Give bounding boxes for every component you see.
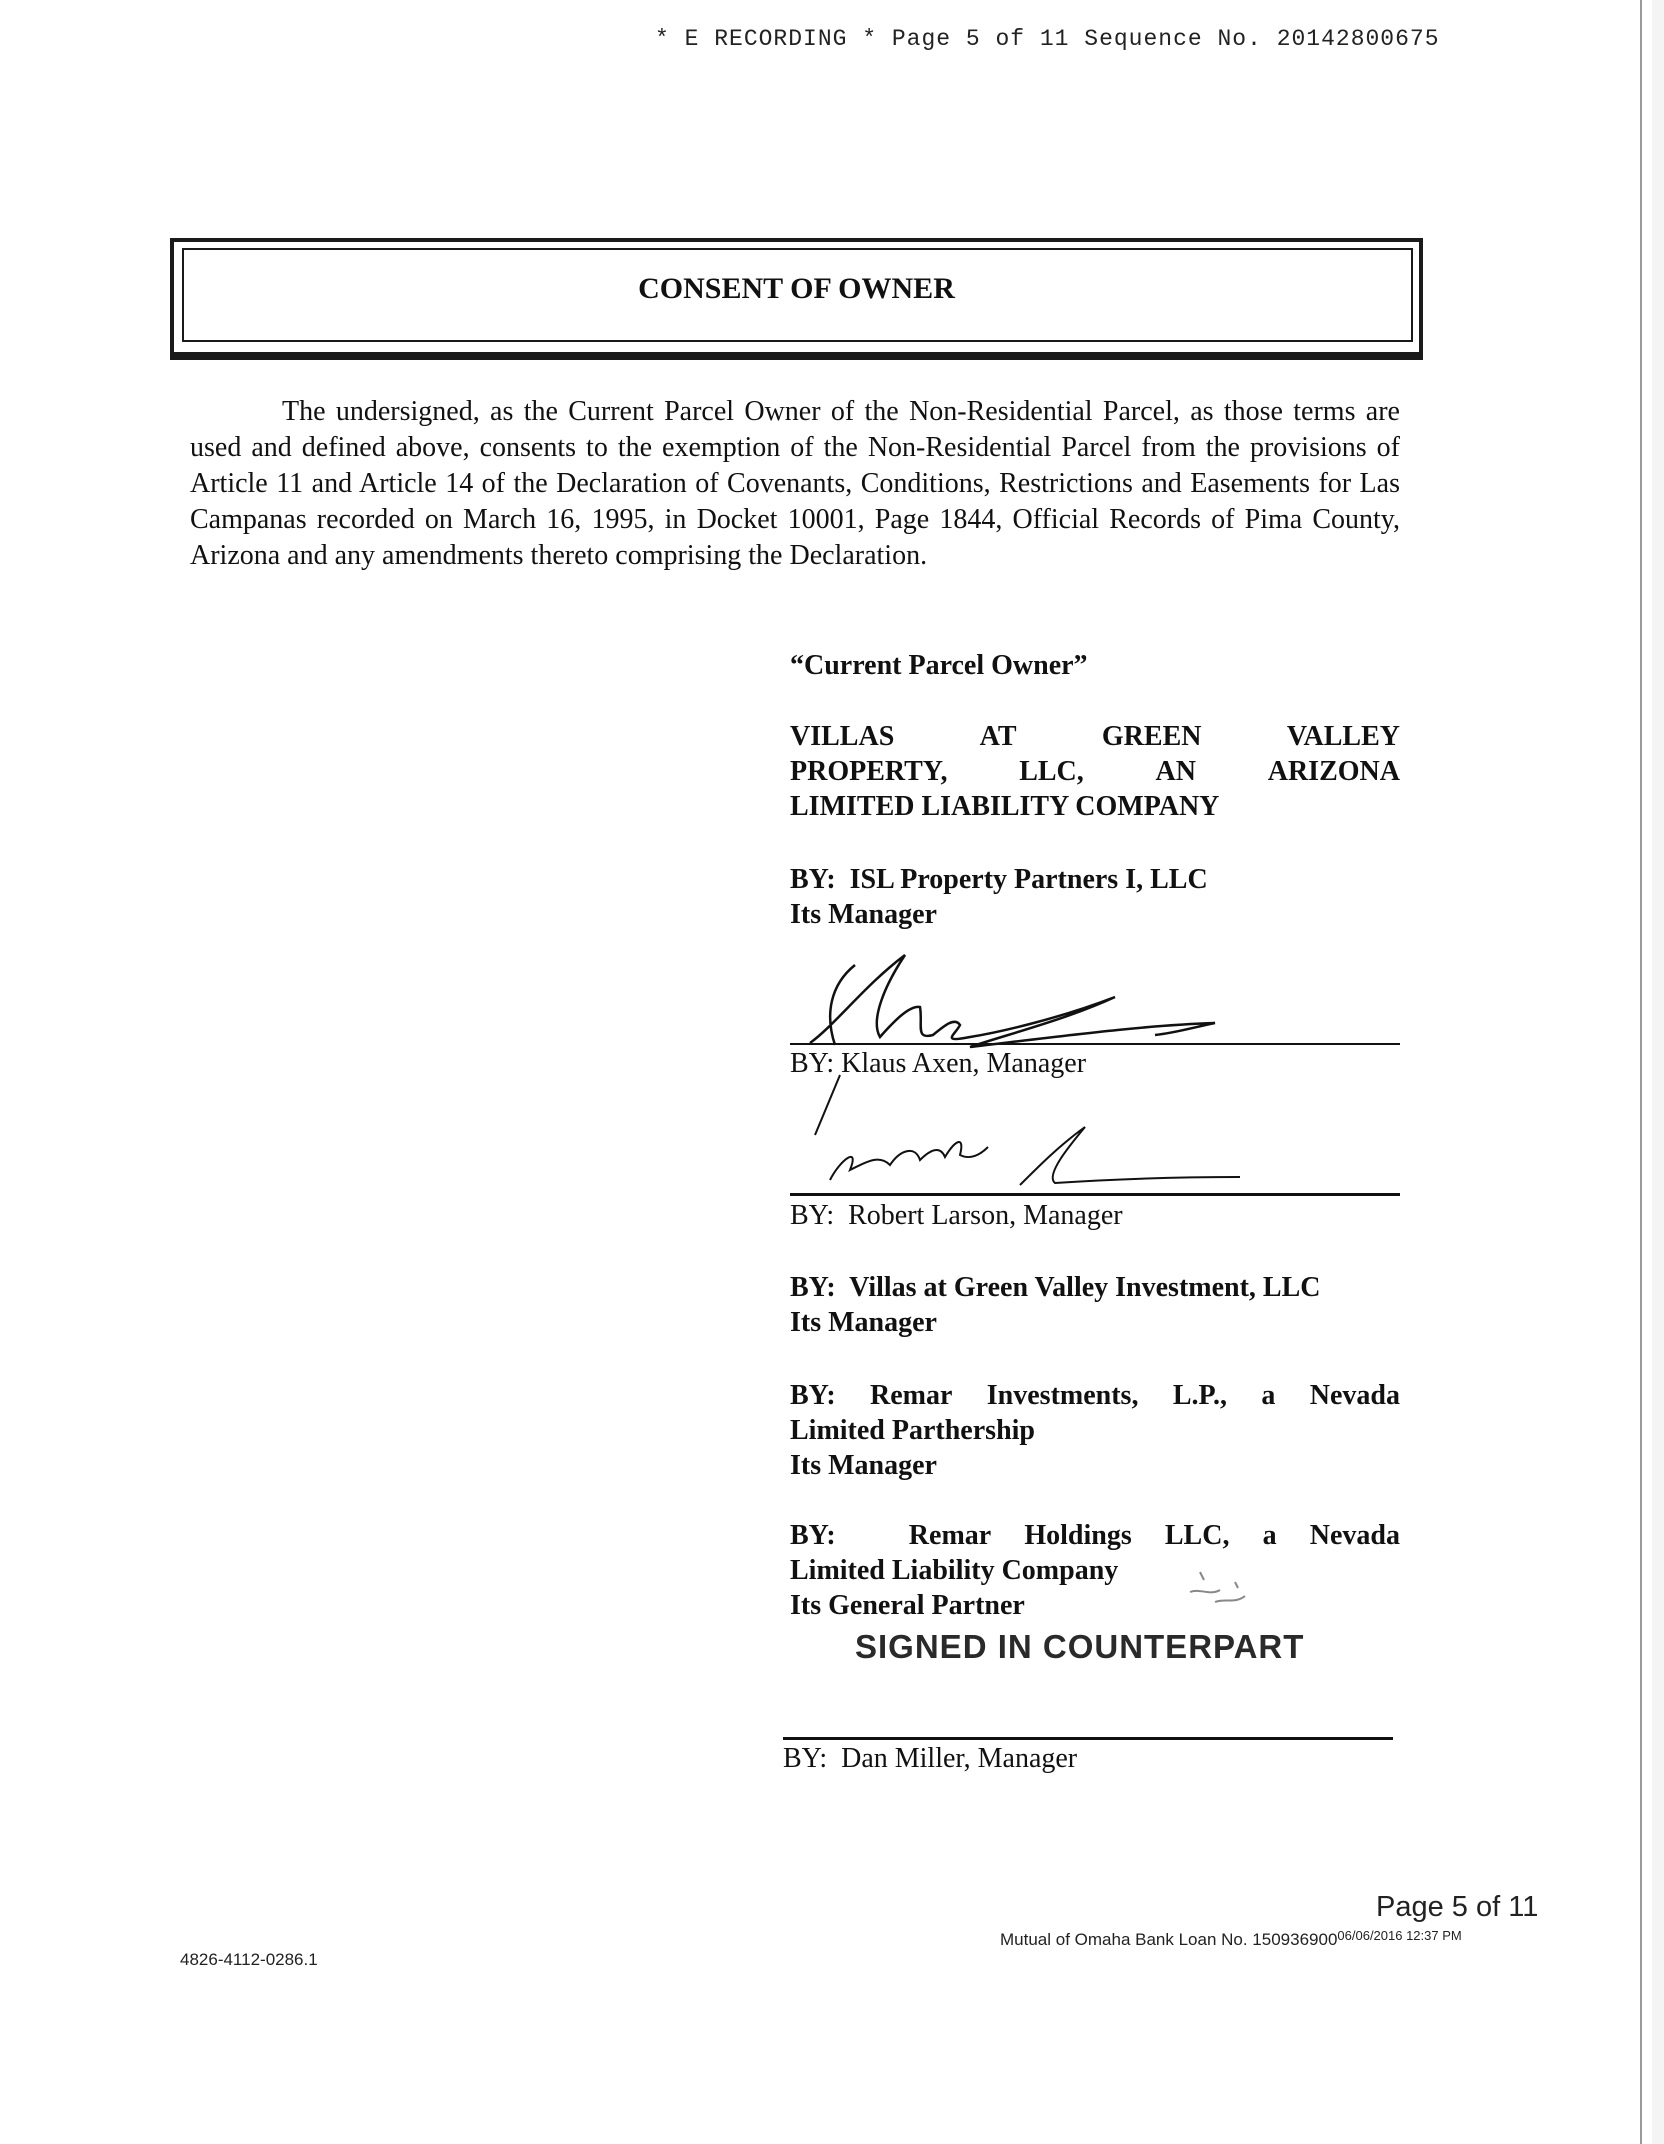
word: Nevada — [1309, 1380, 1400, 1411]
remar-investments-line-3: Its Manager — [790, 1450, 937, 1481]
word: AN — [1155, 756, 1196, 787]
page-edge-shade — [1652, 0, 1664, 2144]
word: Remar — [908, 1520, 992, 1551]
word: Remar — [870, 1380, 953, 1411]
owner-label: “Current Parcel Owner” — [790, 650, 1088, 681]
footer-document-id: 4826-4112-0286.1 — [180, 1950, 318, 1969]
scribble-mark — [1180, 1562, 1260, 1612]
word: BY: — [790, 1380, 836, 1411]
remar-holdings-line-1 — [790, 1518, 1400, 1553]
title-box-shadow — [170, 355, 1423, 360]
word: AT — [979, 721, 1017, 752]
remar-holdings-line-3: Its General Partner — [790, 1590, 1025, 1621]
word: Investments, — [986, 1380, 1139, 1411]
word: BY: — [790, 1520, 836, 1551]
word: ARIZONA — [1267, 756, 1400, 787]
signature-robert-larson — [820, 1105, 1260, 1205]
signatory-robert-larson: BY: Robert Larson, Manager — [790, 1200, 1123, 1231]
title-box — [170, 238, 1423, 356]
word: Nevada — [1309, 1520, 1400, 1551]
word: PROPERTY, — [790, 756, 948, 787]
word: L.P., — [1172, 1380, 1228, 1411]
remar-holdings-line-2: Limited Liability Company — [790, 1555, 1119, 1586]
footer-loan-number: Mutual of Omaha Bank Loan No. 150936900 — [1000, 1930, 1338, 1949]
signature-line-1 — [790, 1043, 1400, 1045]
word: Holdings — [1024, 1520, 1132, 1551]
villas-investment-line-1: BY: Villas at Green Valley Investment, LLC — [790, 1272, 1321, 1303]
remar-holdings-block — [790, 1518, 1400, 1623]
footer-timestamp: 06/06/2016 12:37 PM — [1337, 1928, 1462, 1943]
signature-line-2 — [790, 1193, 1400, 1196]
page-edge-line — [1640, 0, 1642, 2144]
word: LLC, — [1164, 1520, 1230, 1551]
remar-investments-block — [790, 1378, 1400, 1483]
signatory-dan-miller: BY: Dan Miller, Manager — [783, 1743, 1078, 1774]
consent-paragraph: The undersigned, as the Current Parcel Owner of the Non-Residential Parcel, as those terms are used and defined above, consents to the exemption of the Non-Residential Parcel from the provisions of Article 11 and Article 14 of the Declaration of Covenants, Conditions, Restrictions and Easements for Las Campanas recorded on March 16, 1995, in Docket 10001, Page 1844, Official Records of Pima County, Arizona and any amendments thereto comprising the Declaration. — [190, 396, 1400, 571]
signatory-klaus-axen: BY: Klaus Axen, Manager — [790, 1048, 1087, 1079]
villas-investment-block — [790, 1270, 1400, 1340]
word: VILLAS — [790, 721, 895, 752]
page-title: CONSENT OF OWNER — [638, 272, 955, 305]
isl-line-2: Its Manager — [790, 899, 937, 930]
remar-investments-line-1 — [790, 1378, 1400, 1413]
company-line-2 — [790, 754, 1400, 789]
word: a — [1262, 1520, 1277, 1551]
isl-block — [790, 862, 1400, 932]
company-name — [790, 719, 1400, 824]
footer-page-number: Page 5 of 11 — [1376, 1891, 1539, 1923]
signature-line-3 — [783, 1737, 1393, 1740]
signed-in-counterpart-stamp: SIGNED IN COUNTERPART — [855, 1628, 1305, 1665]
recording-header: * E RECORDING * Page 5 of 11 Sequence No. 20142800675 — [655, 26, 1440, 52]
isl-line-1: BY: ISL Property Partners I, LLC — [790, 864, 1208, 895]
word: GREEN — [1101, 721, 1202, 752]
footer-loan-line — [1000, 1930, 1462, 1950]
villas-investment-line-2: Its Manager — [790, 1307, 937, 1338]
word: VALLEY — [1286, 721, 1400, 752]
word: LLC, — [1019, 756, 1084, 787]
company-line-1 — [790, 719, 1400, 754]
word: a — [1261, 1380, 1276, 1411]
company-line-3: LIMITED LIABILITY COMPANY — [790, 791, 1220, 822]
remar-investments-line-2: Limited Parthership — [790, 1415, 1035, 1446]
